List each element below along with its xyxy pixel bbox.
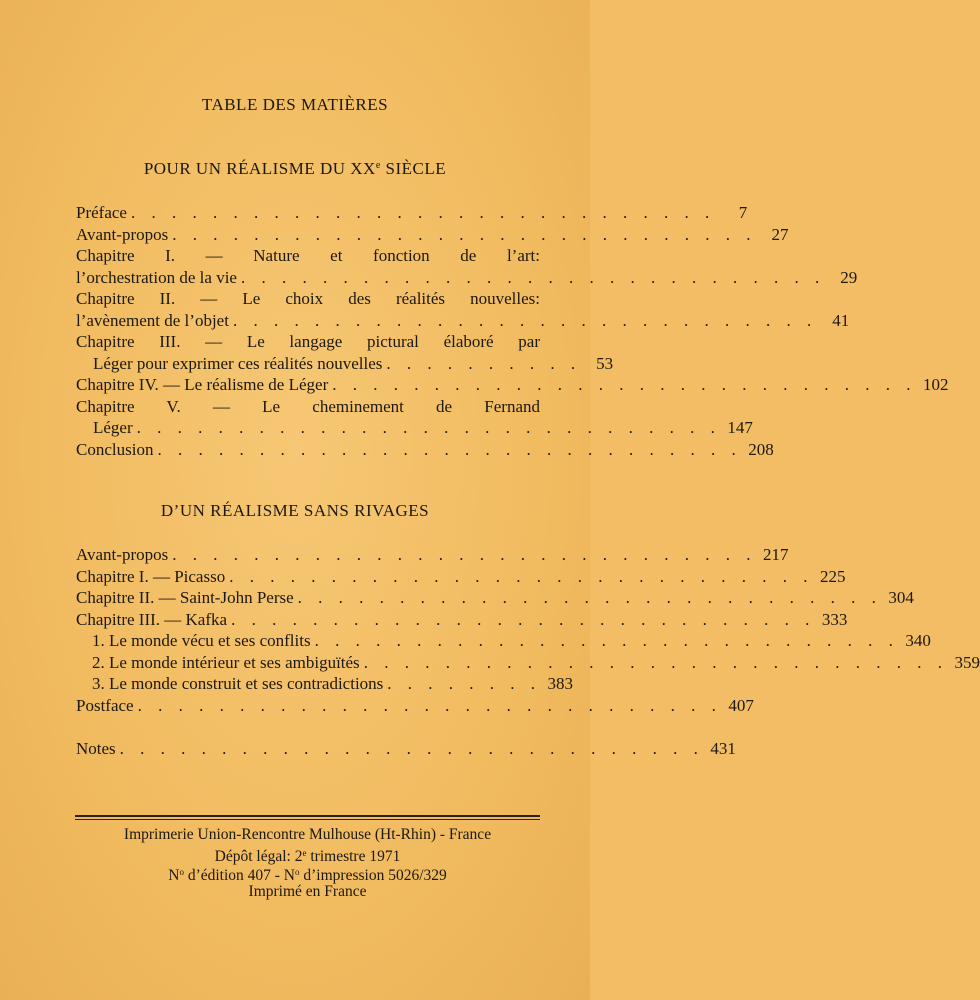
- toc-entry-postface: [76, 695, 754, 718]
- dot-leader: . . . . . . . . . . . . . . . . . . . . . . . . . . . . .: [229, 566, 814, 586]
- toc-entry-chapitre-3: [76, 353, 614, 376]
- toc-entry-page: 217: [762, 545, 789, 564]
- toc-entry-label: l’orchestration de la vie: [76, 267, 237, 287]
- toc-entry-avant-propos: [76, 545, 789, 567]
- dot-leader: . . . . . . . .: [387, 674, 542, 693]
- double-rule-bottom: [75, 819, 540, 820]
- imprint-printed-in: Imprimé en France: [248, 883, 367, 900]
- dot-leader: . . . . . . . . . . . . . . . . . . . . . . . . . . . . .: [172, 545, 757, 564]
- toc-entry-page: 7: [738, 203, 748, 222]
- toc-entry-page: 407: [728, 695, 754, 715]
- dot-leader: . . . . . . . . . . . . . . . . . . . . . . . . . . . . .: [231, 609, 816, 629]
- part2-title: D’UN RÉALISME SANS RIVAGES: [160, 501, 430, 520]
- toc-entry-label: Chapitre I. — Picasso: [76, 566, 226, 586]
- toc-entry-picasso: [76, 566, 846, 589]
- dot-leader: . . . . . . . . . . . . . . . . . . . . . . . . . . . . .: [240, 267, 826, 287]
- toc-entry-sub-3: [76, 674, 574, 696]
- toc-entry-label: Postface: [76, 695, 134, 715]
- toc-entry-page: 102: [922, 375, 949, 394]
- imprint-text: N: [168, 867, 180, 884]
- toc-entry-saint-john-perse: [76, 588, 914, 610]
- toc-entry-chapitre-4: [76, 375, 949, 397]
- toc-entry-label: Léger pour exprimer ces réalités nouvelles: [93, 353, 383, 373]
- double-rule-top: [75, 815, 540, 817]
- dot-leader: . . . . . . . . . . . . . . . . . . . . . . . . . . . . .: [314, 631, 899, 650]
- toc-entry-label: Chapitre II. — Saint-John Perse: [76, 588, 294, 607]
- toc-entry-line1: Chapitre III. — Le langage pictural élaboré par: [76, 332, 540, 351]
- toc-entry-page: 359: [954, 652, 980, 672]
- toc-entry-kafka: [76, 609, 848, 632]
- toc-entry-page: 208: [748, 439, 774, 459]
- dot-leader: . . . . . . . . . . . . . . . . . . . . . . . . . . . . .: [130, 203, 716, 222]
- imprint-printer: Imprimerie Union-Rencontre Mulhouse (Ht-Rhin) - France: [123, 826, 492, 843]
- toc-entry-page: 41: [832, 310, 850, 330]
- part1-title: [0, 159, 590, 179]
- dot-leader: . . . . . . . . . . . . . . . . . . . . . . . . . . . . .: [297, 588, 882, 607]
- dot-leader: . . . . . . . . . . . . . . . . . . . . . . . . . . . . .: [363, 652, 948, 672]
- toc-entry-label: Chapitre III. — Kafka: [76, 609, 228, 629]
- part1-title-main: POUR UN RÉALISME DU XX: [143, 159, 376, 178]
- toc-entry-line1: Chapitre II. — Le choix des réalités nouvelles:: [76, 289, 540, 308]
- toc-entry-sub-2: [76, 652, 980, 675]
- dot-leader: . . . . . . . . . . . . . . . . . . . . . . . . . . . . .: [137, 695, 722, 715]
- imprint-sup: o: [295, 867, 300, 877]
- toc-entry-page: 383: [547, 674, 574, 693]
- toc-entry-page: 333: [821, 609, 848, 629]
- toc-entry-chapitre-1: [76, 267, 858, 290]
- page-title: TABLE DES MATIÈRES: [201, 95, 389, 114]
- toc-entry-label: Chapitre IV. — Le réalisme de Léger: [76, 375, 329, 394]
- imprint-sup: e: [302, 848, 307, 858]
- toc-entry-label: Avant-propos: [76, 224, 169, 244]
- toc-entry-sub-1: [76, 631, 931, 653]
- toc-entry-label: Léger: [93, 418, 133, 437]
- dot-leader: . . . . . . . . . .: [386, 353, 582, 373]
- toc-entry-avant-propos: [76, 224, 789, 247]
- dot-leader: . . . . . . . . . . . . . . . . . . . . . . . . . . . . .: [332, 375, 917, 394]
- toc-entry-chapitre-2: [76, 310, 850, 333]
- toc-entry-page: 225: [819, 566, 846, 586]
- dot-leader: . . . . . . . . . . . . . . . . . . . . . . . . . . . . .: [172, 224, 757, 244]
- toc-entry-label: Préface: [76, 203, 127, 222]
- part1-toc: [76, 203, 949, 461]
- toc-entry-notes: [76, 739, 736, 761]
- toc-entry-line1: Chapitre V. — Le cheminement de Fernand: [76, 396, 540, 416]
- dot-leader: . . . . . . . . . . . . . . . . . . . . . . . . . . . . .: [119, 739, 704, 758]
- toc-entry-label: Avant-propos: [76, 545, 169, 564]
- notes-toc: [76, 739, 736, 761]
- toc-entry-page: 147: [727, 418, 753, 437]
- imprint-text: Dépôt légal: 2: [214, 848, 303, 865]
- toc-entry-page: 340: [905, 631, 931, 650]
- part1-title-end: SIÈCLE: [380, 159, 447, 178]
- toc-entry-label: Conclusion: [76, 439, 154, 459]
- imprint-text: trimestre 1971: [306, 848, 401, 865]
- dot-leader: . . . . . . . . . . . . . . . . . . . . . . . . . . . . .: [232, 310, 818, 330]
- imprint-text: d’impression 5026/329: [299, 867, 447, 884]
- toc-entry-chapitre-5: [76, 418, 753, 440]
- imprint-sup: o: [179, 867, 184, 877]
- toc-entry-page: 53: [596, 353, 614, 373]
- imprint-text: d’édition 407 - N: [183, 867, 296, 884]
- toc-entry-label: Notes: [76, 739, 116, 758]
- part2-toc: [76, 545, 980, 717]
- dot-leader: . . . . . . . . . . . . . . . . . . . . . . . . . . . . .: [136, 418, 721, 437]
- toc-entry-label: l’avènement de l’objet: [76, 310, 229, 330]
- toc-entry-line1: Chapitre I. — Nature et fonction de l’art:: [76, 246, 540, 265]
- part1-title-sup: e: [375, 160, 381, 171]
- toc-entry-label: 3. Le monde construit et ses contradictions: [92, 674, 384, 693]
- toc-entry-label: 2. Le monde intérieur et ses ambiguïtés: [92, 652, 360, 672]
- dot-leader: . . . . . . . . . . . . . . . . . . . . . . . . . . . . .: [157, 439, 742, 459]
- toc-entry-conclusion: [76, 439, 774, 462]
- toc-entry-label: 1. Le monde vécu et ses conflits: [92, 631, 311, 650]
- toc-entry-page: 304: [888, 588, 914, 607]
- toc-entry-page: 27: [771, 224, 789, 244]
- toc-entry-page: 29: [840, 267, 858, 287]
- toc-entry-page: 431: [710, 739, 736, 758]
- toc-entry-preface: [76, 203, 748, 225]
